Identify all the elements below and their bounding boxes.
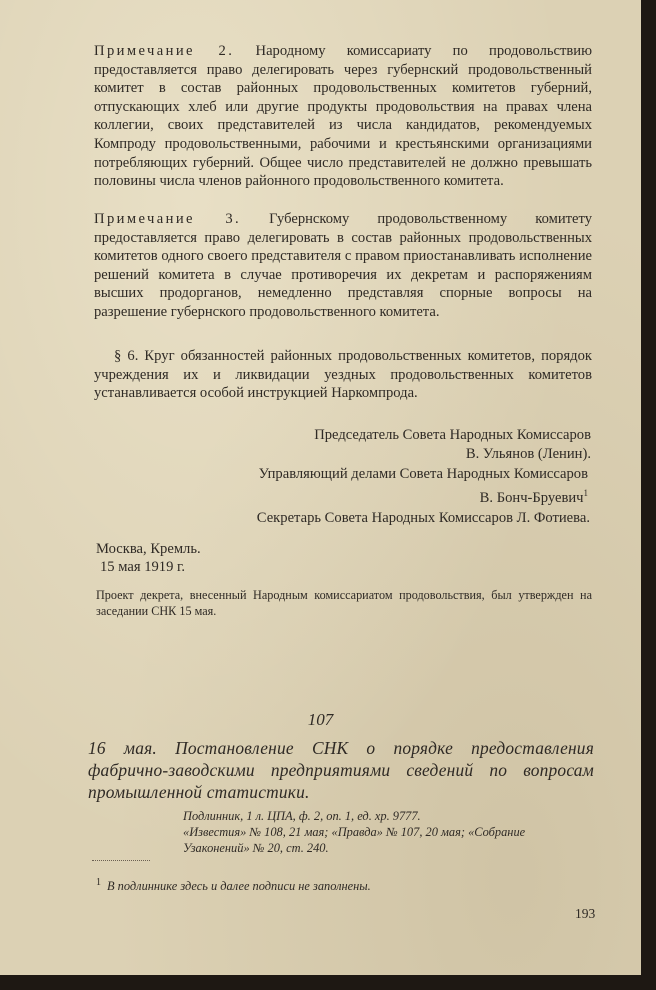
section-6-paragraph: § 6. Круг обязанностей районных продовольственных комитетов, порядок учреждения их и ликвидации уездных продовольственных комитетов устанавливается особой инструкцией Наркомпрода.	[94, 348, 592, 402]
chair-name: В. Ульянов (Ленин).	[465, 445, 591, 462]
source-line-1: Подлинник, 1 л. ЦПА, ф. 2, оп. 1, ед. хр. 9777.	[183, 809, 421, 823]
scan-edge-bottom	[0, 975, 656, 990]
footnote-divider	[92, 860, 150, 861]
manager-name: В. Бонч-Бруевич	[479, 489, 584, 506]
document-number: 107	[307, 710, 334, 729]
note-2-paragraph	[94, 42, 592, 191]
secretary-signature: Секретарь Совета Народных Комиссаров Л. Фотиева.	[256, 510, 590, 526]
place: Москва, Кремль.	[96, 541, 201, 557]
scan-edge-right	[641, 0, 656, 990]
manager-footnote-ref: 1	[583, 487, 588, 498]
document-title: 16 мая. Постановление СНК о порядке предоставления фабрично-заводскими предприятиями сведений по вопросам промышленной статистики.	[88, 738, 594, 802]
page-number: 193	[575, 906, 596, 921]
source-line-2: «Известия» № 108, 21 мая; «Правда» № 107, 20 мая; «Собрание Узаконений» № 20, ст. 240.	[183, 825, 526, 855]
footnote-text: В подлиннике здесь и далее подписи не заполнены.	[107, 879, 371, 894]
manager-title: Управляющий делами Совета Народных Комиссаров	[258, 466, 588, 482]
footnote	[96, 877, 371, 894]
editorial-note: Проект декрета, внесенный Народным комиссариатом продовольствия, был утвержден на заседании СНК 15 мая.	[96, 588, 592, 618]
note-3-label: Примечание 3.	[94, 211, 242, 227]
footnote-number: 1	[96, 877, 101, 888]
chair-title: Председатель Совета Народных Комиссаров	[314, 427, 591, 443]
note-3-text: Губернскому продовольственному комитету предоставляется право делегировать в состав районных продовольственных комитетов одного своего представителя с правом приостанавливать исполнение решений комитета в случае противоречия их декретам и распоряжениям высших продорганов, немедленно представляя спорные вопросы на разрешение губернского продовольственного комитета.	[94, 211, 592, 320]
note-2-label: Примечание 2.	[94, 43, 235, 59]
date: 15 мая 1919 г.	[100, 559, 186, 575]
note-3-paragraph	[94, 210, 592, 322]
chair-signature	[314, 426, 591, 463]
manager-signature	[259, 465, 588, 507]
note-2-text: Народному комиссариату по продовольствию предоставляется право делегировать через губернский продовольственный комитет в состав районных продовольственных комитетов губерний, отпускающих хлеб или другие продукты продовольствия на правах члена коллегии, своих представителей из числа кандидатов, рекомендуемых Компроду продовольственными, рабочими и крестьянскими организациями потребляющих губерний. Общее число представителей не должно превышать половины числа членов районного продовольственного комитета.	[94, 43, 593, 190]
